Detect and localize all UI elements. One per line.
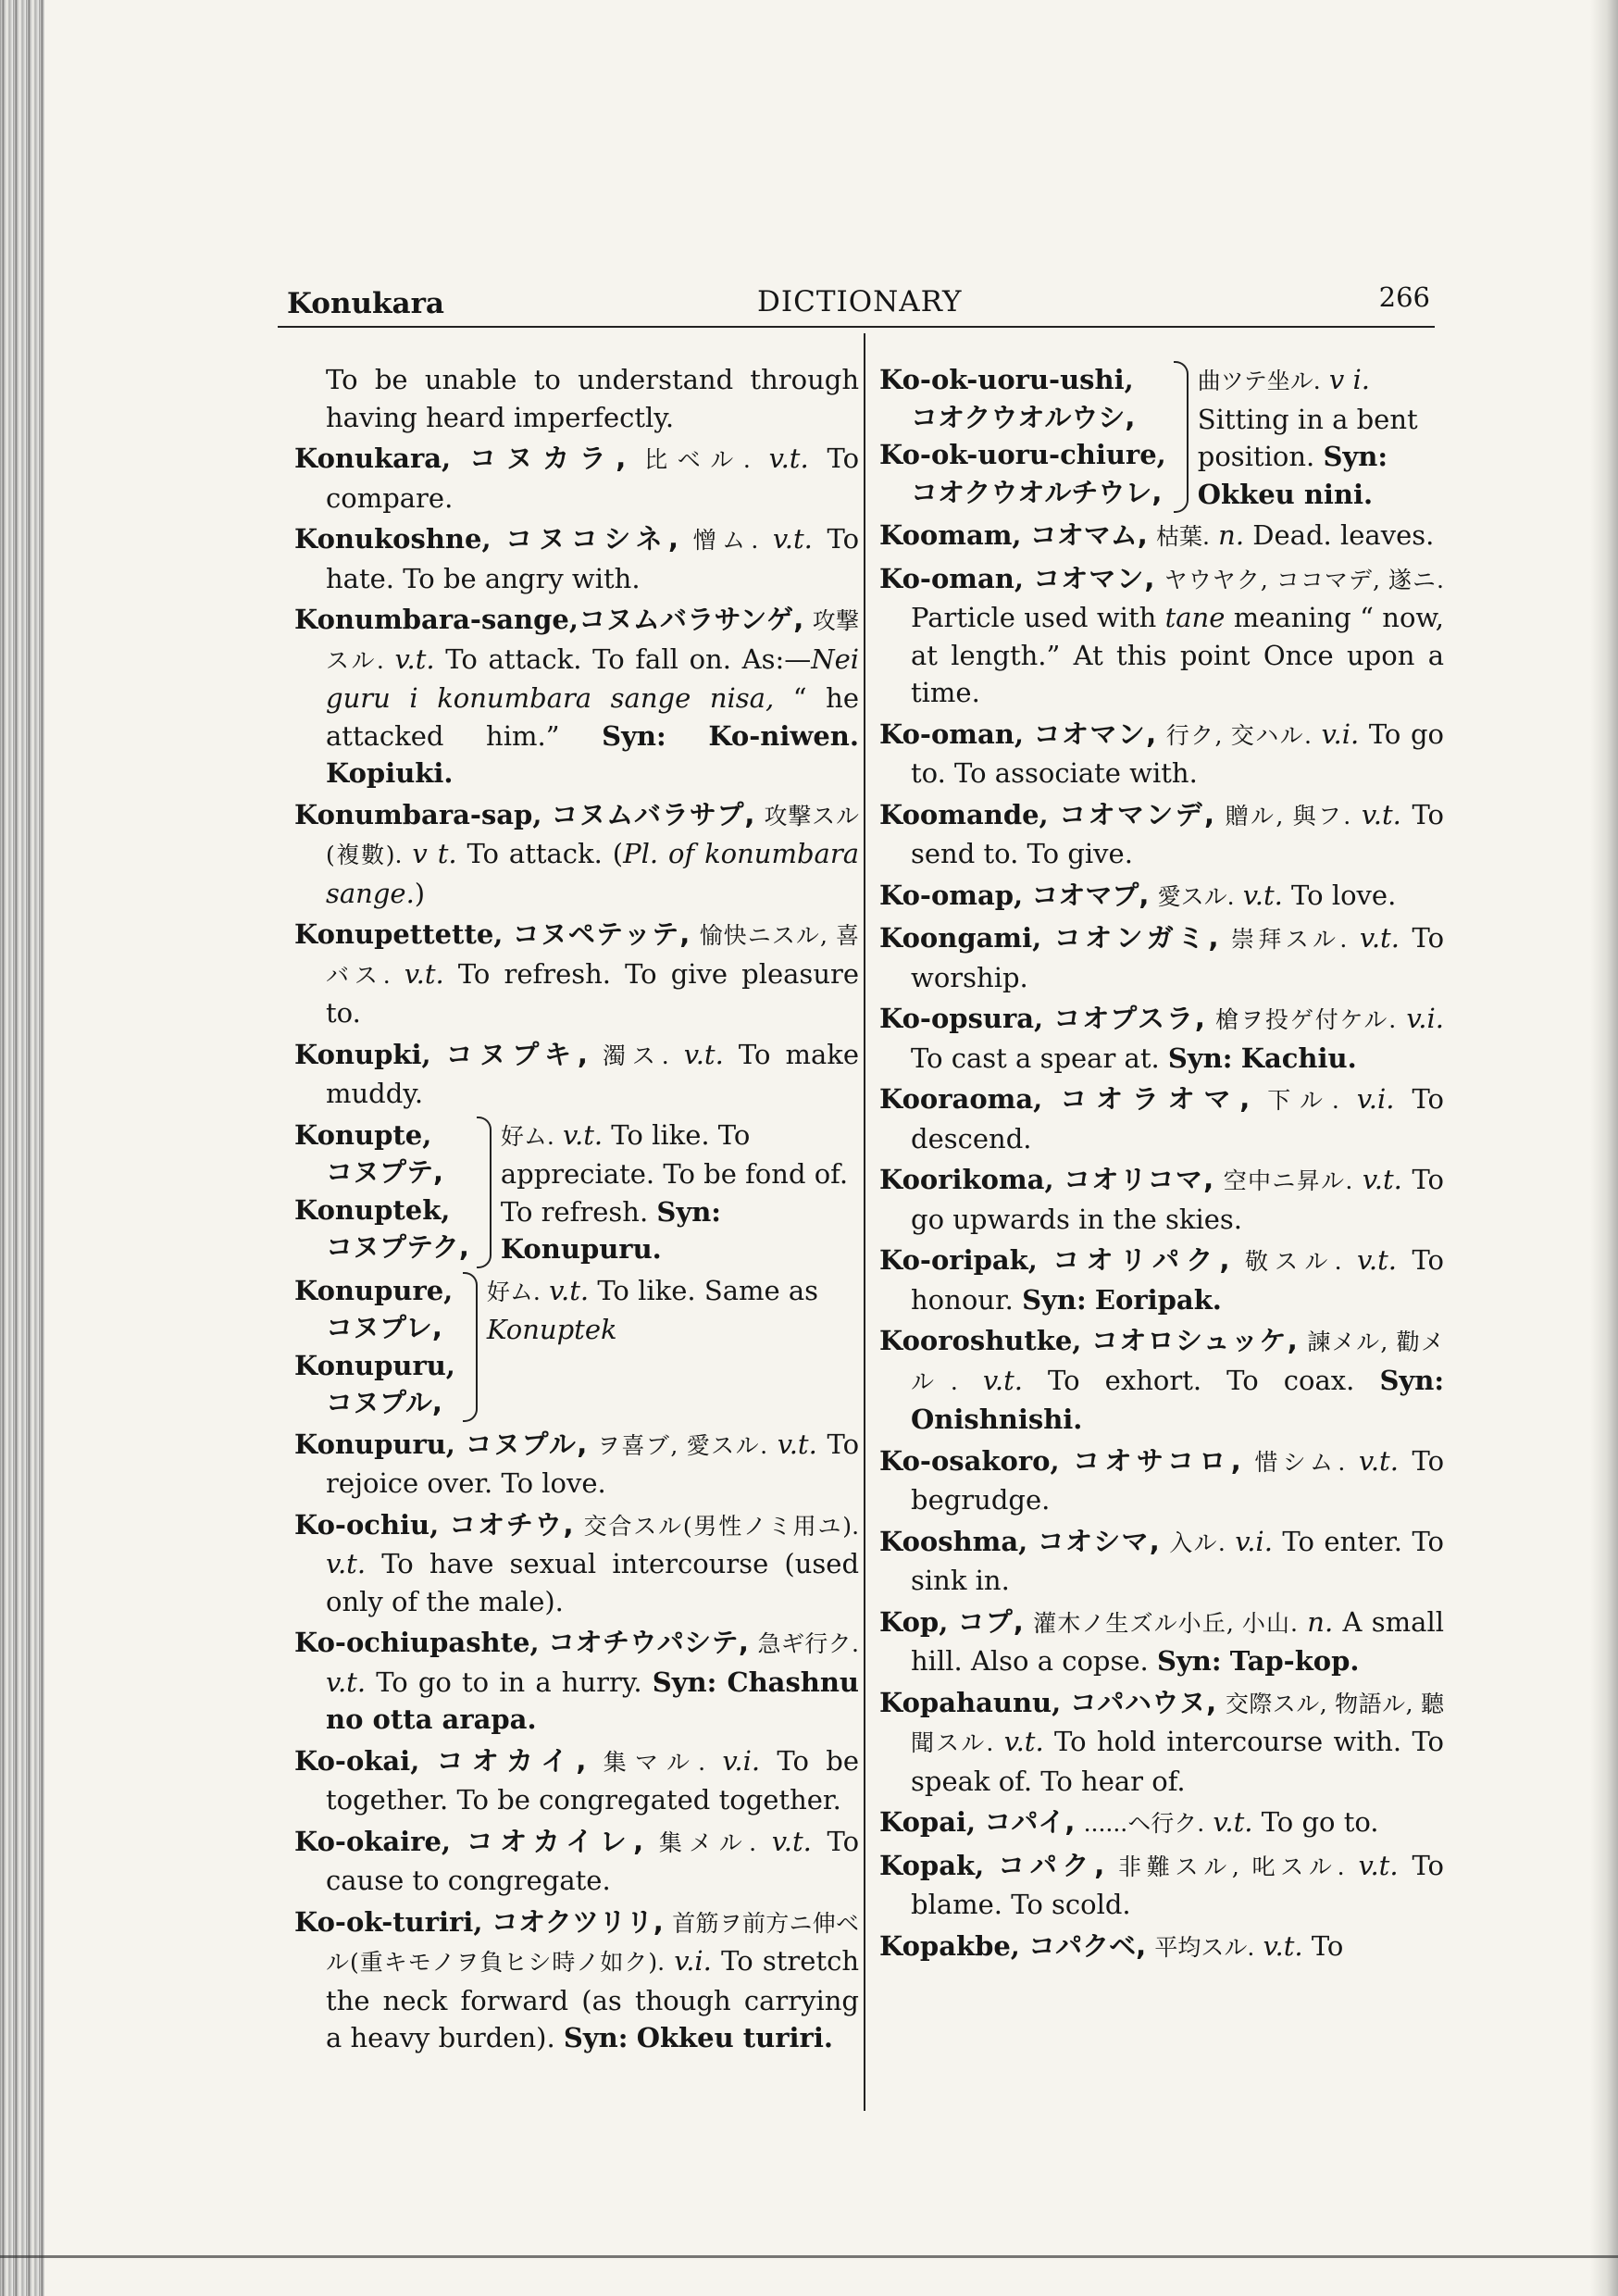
guide-word: Konukara: [287, 287, 445, 320]
dictionary-entry: Ko-oman, コオマン, ヤウヤク, ココマデ, 遂ニ. Particle used with tane meaning “ now, at length.” At this point Once upon a time.: [879, 562, 1445, 708]
dictionary-entry: Konumbara-sange,コヌムバラサンゲ, 攻撃スル. v.t. To attack. To fall on. As:—Nei guru i konumbara sange nisa, “ he attacked him.” Syn: Ko-niwen. Kopiuki.: [294, 604, 860, 789]
page-title: DICTIONARY: [757, 285, 963, 318]
scan-edge-right: [1590, 0, 1618, 2296]
column-divider: [864, 333, 865, 2111]
dictionary-entry: Ko-omap, コオマプ, 愛スル. v.t. To love.: [879, 879, 1397, 911]
dictionary-entry: Kooshma, コオシマ, 入ル. v.i. To enter. To sink in.: [879, 1525, 1445, 1596]
grouped-entry: Konupure, コヌプレ, Konupuru, コヌプル, 好ム. v.t. To like. Same as Konuptek: [294, 1272, 859, 1422]
grouped-entry: Ko-ok-uoru-ushi, コオクウオルウシ, Ko-ok-uoru-chiure, コオクウオルチウレ, 曲ツテ坐ル. v i. Sitting in a bent position. Syn: Okkeu nini.: [879, 361, 1444, 513]
dictionary-entry: Koorikoma, コオリコマ, 空中ニ昇ル. v.t. To go upwards in the skies.: [879, 1164, 1445, 1235]
dictionary-entry: Koongami, コオンガミ, 崇拜スル. v.t. To worship.: [879, 922, 1445, 993]
page-header: [287, 276, 1430, 326]
dictionary-entry: Kopai, コパイ, ......ヘ行ク. v.t. To go to.: [879, 1806, 1379, 1838]
dictionary-entry: Ko-osakoro, コオサコロ, 惜シム. v.t. To begrudge.: [879, 1444, 1445, 1516]
dictionary-entry: Koomande, コオマンデ, 贈ル, 與フ. v.t. To send to. To give.: [879, 798, 1445, 869]
left-column: [294, 361, 859, 2061]
dictionary-entry: Ko-okai, コオカイ, 集マル. v.i. To be together. To be congregated together.: [294, 1744, 860, 1816]
dictionary-entry: Ko-oman, コオマン, 行ク, 交ハル. v.i. To go to. To associate with.: [879, 718, 1444, 789]
dictionary-entry: Konupki, コヌプキ, 濁ス. v.t. To make muddy.: [294, 1038, 860, 1109]
brace: [477, 1117, 492, 1268]
dictionary-entry: Ko-opsura, コオプスラ, 槍ヲ投ゲ付ケル. v.i. To cast a spear at. Syn: Kachiu.: [879, 1003, 1444, 1074]
header-rule: [278, 326, 1435, 328]
dictionary-entry: Ko-oripak, コオリパク, 敬スル. v.t. To honour. Syn: Eoripak.: [879, 1244, 1445, 1316]
brace: [463, 1272, 478, 1422]
scan-edge-bottom: [0, 2255, 1618, 2258]
dictionary-entry: Ko-ok-turiri, コオクツリリ, 首筋ヲ前方ニ伸ベル(重キモノヲ負ヒシ時ノ如ク). v.i. To stretch the neck forward (as though carrying a heavy burden). Syn: Okkeu turiri.: [294, 1905, 860, 2053]
dictionary-entry: Koomam, コオマム, 枯葉. n. Dead. leaves.: [879, 519, 1435, 551]
dictionary-entry: Kopahaunu, コパハウヌ, 交際スル, 物語ル, 聽聞スル. v.t. To hold intercourse with. To speak of. To hear of.: [879, 1686, 1445, 1797]
brace: [1174, 361, 1189, 513]
right-column: [879, 361, 1444, 1970]
dictionary-entry: Konukoshne, コヌコシネ, 憎ム. v.t. To hate. To be angry with.: [294, 523, 860, 594]
dictionary-entry: Konupettette, コヌペテッテ, 愉快ニスル, 喜バス. v.t. To refresh. To give pleasure to.: [294, 918, 860, 1029]
dictionary-entry: Ko-ochiu, コオチウ, 交合スル(男性ノミ用ユ). v.t. To have sexual intercourse (used only of the male).: [294, 1508, 860, 1617]
dictionary-entry: Kooraoma, コオラオマ, 下ル. v.i. To descend.: [879, 1083, 1445, 1154]
dictionary-entry: Kopak, コパク, 非難スル, 叱スル. v.t. To blame. To scold.: [879, 1849, 1445, 1920]
scan-edge-left: [0, 0, 44, 2296]
dictionary-entry: Konupuru, コヌプル, ヲ喜ブ, 愛スル. v.t. To rejoice over. To love.: [294, 1428, 860, 1499]
dictionary-entry: Ko-okaire, コオカイレ, 集メル. v.t. To cause to congregate.: [294, 1825, 860, 1896]
dictionary-entry: Konumbara-sap, コヌムバラサプ, 攻撃スル(複數). v t. To attack. (Pl. of konumbara sange.): [294, 798, 859, 909]
grouped-entry: Konupte, コヌプテ, Konuptek, コヌプテク, 好ム. v.t. To like. To appreciate. To be fond of. To refresh. Syn: Konupuru.: [294, 1117, 859, 1268]
dictionary-entry: Kop, コプ, 灌木ノ生ズル小丘, 小山. n. A small hill. Also a copse. Syn: Tap-kop.: [879, 1605, 1444, 1677]
dictionary-entry: Kooroshutke, コオロシュッケ, 諫メル, 勸メル. v.t. To exhort. To coax. Syn: Onishnishi.: [879, 1325, 1445, 1435]
dictionary-entry: Konukara, コヌカラ, 比ベル. v.t. To compare.: [294, 443, 860, 514]
page-number: 266: [1378, 281, 1430, 313]
dictionary-entry: Ko-ochiupashte, コオチウパシテ, 急ギ行ク. v.t. To go to in a hurry. Syn: Chashnu no otta arapa.: [294, 1627, 860, 1735]
dictionary-entry: Kopakbe, コパクベ, 平均スル. v.t. To: [879, 1929, 1344, 1962]
entry-continuation: To be unable to understand through having heard imperfectly.: [326, 364, 859, 433]
